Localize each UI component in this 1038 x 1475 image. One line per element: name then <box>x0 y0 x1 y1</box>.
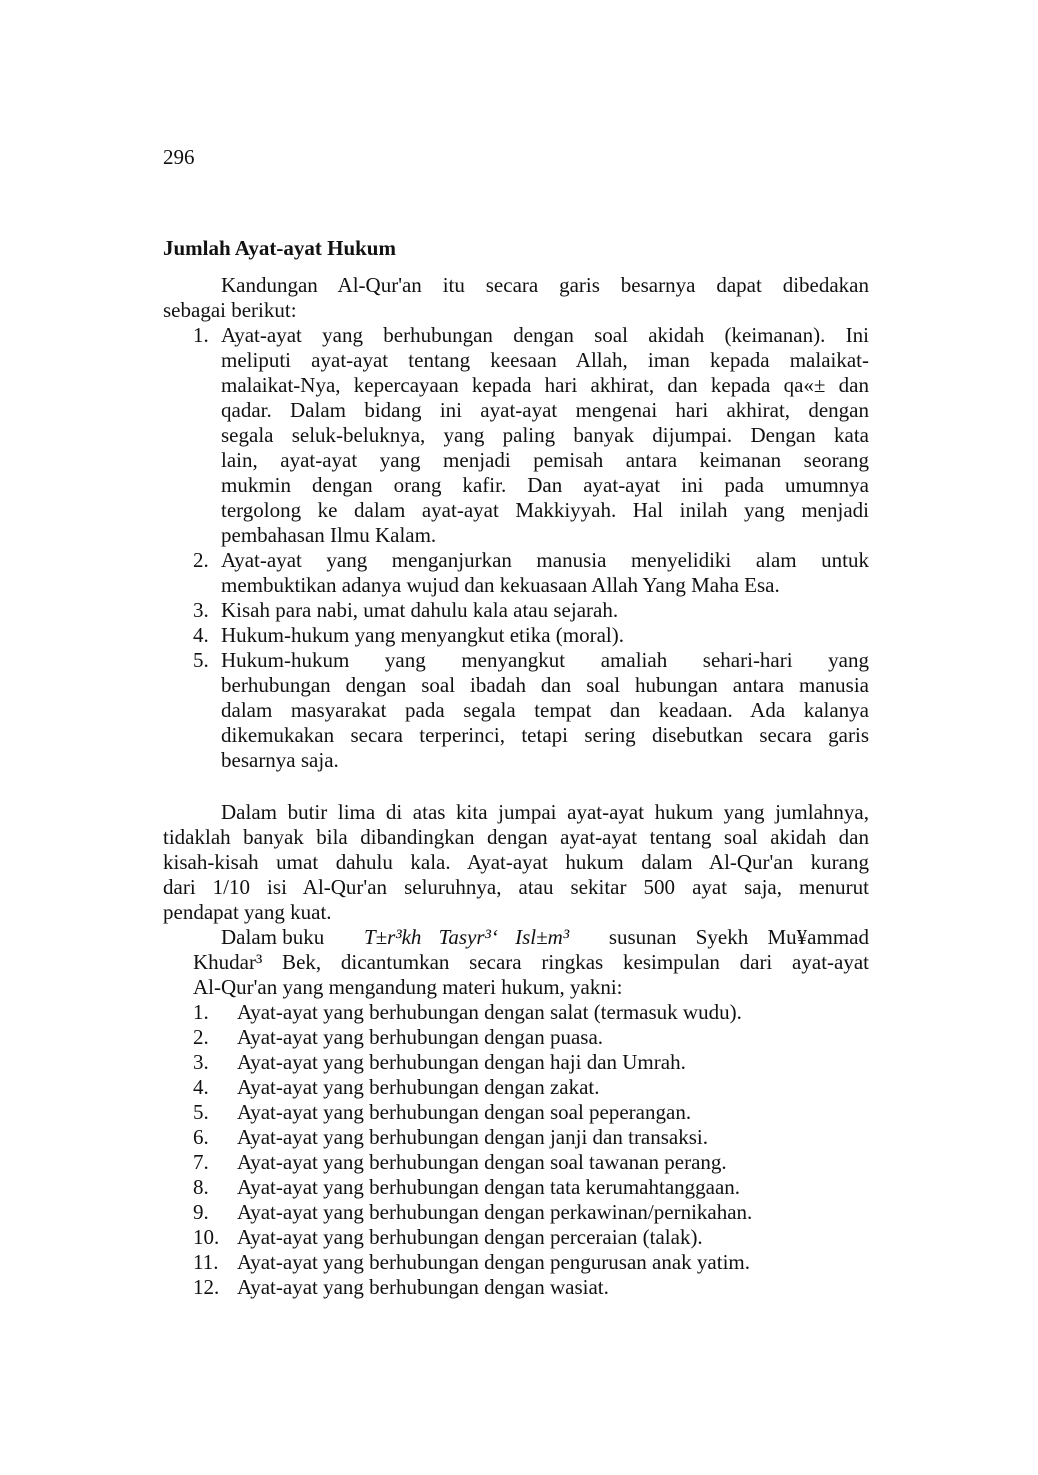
list-number: 4. <box>193 623 209 647</box>
text-line: segala seluk-beluknya, yang paling banyak dijumpai. Dengan kata <box>221 423 869 447</box>
text-line: Kisah para nabi, umat dahulu kala atau sejarah. <box>221 598 619 622</box>
list-text: Ayat-ayat yang berhubungan dengan haji dan Umrah. <box>237 1050 686 1074</box>
text-line: Ayat-ayat yang berhubungan dengan soal akidah (keimanan). Ini <box>221 323 869 347</box>
text-line: Kandungan Al-Qur'an itu secara garis besarnya dapat dibedakan <box>221 273 869 297</box>
list-item <box>193 598 869 623</box>
list-number: 9. <box>193 1200 209 1224</box>
list-text: Ayat-ayat yang berhubungan dengan pengurusan anak yatim. <box>237 1250 750 1274</box>
paragraph-book-reference <box>193 925 869 1000</box>
list-number: 1. <box>193 1000 209 1024</box>
list-item <box>193 323 869 548</box>
text-line: tidaklah banyak bila dibandingkan dengan ayat-ayat tentang soal akidah dan <box>163 825 869 849</box>
text-segment: susunan Syekh Mu¥ammad <box>608 925 869 949</box>
text-line: qadar. Dalam bidang ini ayat-ayat mengenai hari akhirat, dengan <box>221 398 869 422</box>
book-title: T±r³kh Tasyr³‘ Isl±m³ <box>363 925 570 949</box>
list-number: 1. <box>193 323 209 347</box>
text-line: besarnya saja. <box>221 748 339 772</box>
text-line: malaikat-Nya, kepercayaan kepada hari akhirat, dan kepada qa«± dan <box>221 373 869 397</box>
text-line: dikemukakan secara terperinci, tetapi sering disebutkan secara garis <box>221 723 869 747</box>
list-text: Ayat-ayat yang berhubungan dengan salat (termasuk wudu). <box>237 1000 742 1024</box>
list-item <box>193 1050 869 1075</box>
list-item <box>193 1025 869 1050</box>
list-item <box>193 1175 869 1200</box>
text-line: Ayat-ayat yang menganjurkan manusia menyelidiki alam untuk <box>221 548 869 572</box>
list-item <box>193 1125 869 1150</box>
text-line: mukmin dengan orang kafir. Dan ayat-ayat ini pada umumnya <box>221 473 869 497</box>
text-line: tergolong ke dalam ayat-ayat Makkiyyah. Hal inilah yang menjadi <box>221 498 869 522</box>
list-number: 11. <box>193 1250 219 1274</box>
list-item <box>193 1150 869 1175</box>
list-number: 3. <box>193 1050 209 1074</box>
list-text: Ayat-ayat yang berhubungan dengan janji dan transaksi. <box>237 1125 709 1149</box>
list-number: 10. <box>193 1225 220 1249</box>
list-number: 3. <box>193 598 209 622</box>
text-line: dari 1/10 isi Al-Qur'an seluruhnya, atau sekitar 500 ayat saja, menurut <box>163 875 869 899</box>
text-line: kisah-kisah umat dahulu kala. Ayat-ayat hukum dalam Al-Qur'an kurang <box>163 850 869 874</box>
list-text: Ayat-ayat yang berhubungan dengan perkawinan/pernikahan. <box>237 1200 753 1224</box>
list-text: Ayat-ayat yang berhubungan dengan zakat. <box>237 1075 600 1099</box>
text-line: lain, ayat-ayat yang menjadi pemisah antara keimanan seorang <box>221 448 869 472</box>
list-item <box>193 623 869 648</box>
text-line: pembahasan Ilmu Kalam. <box>221 523 437 547</box>
text-line: Hukum-hukum yang menyangkut etika (moral). <box>221 623 624 647</box>
list-number: 6. <box>193 1125 209 1149</box>
list-item <box>193 1000 869 1025</box>
list-item <box>193 648 869 773</box>
text-line: Khudar³ Bek, dicantumkan secara ringkas kesimpulan dari ayat-ayat <box>193 950 869 974</box>
list-item <box>193 1075 869 1100</box>
section-heading: Jumlah Ayat-ayat Hukum <box>163 236 396 260</box>
list-item <box>193 1200 869 1225</box>
list-item <box>193 1100 869 1125</box>
text-line: Al-Qur'an yang mengandung materi hukum, yakni: <box>193 975 623 999</box>
list-number: 2. <box>193 548 209 572</box>
text-line <box>221 925 869 950</box>
list-text: Ayat-ayat yang berhubungan dengan puasa. <box>237 1025 604 1049</box>
list-number: 4. <box>193 1075 209 1099</box>
page-number: 296 <box>163 145 195 169</box>
text-line: sebagai berikut: <box>163 298 297 322</box>
intro-paragraph <box>163 273 869 323</box>
text-line: pendapat yang kuat. <box>163 900 332 924</box>
list-text: Ayat-ayat yang berhubungan dengan soal tawanan perang. <box>237 1150 727 1174</box>
list-number: 12. <box>193 1275 220 1299</box>
text-line: membuktikan adanya wujud dan kekuasaan Allah Yang Maha Esa. <box>221 573 780 597</box>
list-number: 5. <box>193 1100 209 1124</box>
text-segment: Dalam buku <box>221 925 325 949</box>
text-line: Dalam butir lima di atas kita jumpai ayat-ayat hukum yang jumlahnya, <box>221 800 869 824</box>
list-number: 5. <box>193 648 209 672</box>
list-text: Ayat-ayat yang berhubungan dengan perceraian (talak). <box>237 1225 703 1249</box>
paragraph-hukum-count <box>163 800 869 925</box>
content-types-list <box>193 323 869 773</box>
list-item <box>193 548 869 598</box>
list-number: 2. <box>193 1025 209 1049</box>
list-number: 8. <box>193 1175 209 1199</box>
text-line: berhubungan dengan soal ibadah dan soal hubungan antara manusia <box>221 673 869 697</box>
list-item <box>193 1250 869 1275</box>
list-item <box>193 1225 869 1250</box>
text-line: meliputi ayat-ayat tentang keesaan Allah, iman kepada malaikat- <box>221 348 869 372</box>
list-text: Ayat-ayat yang berhubungan dengan soal peperangan. <box>237 1100 692 1124</box>
text-line: dalam masyarakat pada segala tempat dan keadaan. Ada kalanya <box>221 698 869 722</box>
list-text: Ayat-ayat yang berhubungan dengan tata kerumahtanggaan. <box>237 1175 741 1199</box>
list-text: Ayat-ayat yang berhubungan dengan wasiat. <box>237 1275 609 1299</box>
text-line: Hukum-hukum yang menyangkut amaliah sehari-hari yang <box>221 648 869 672</box>
hukum-topics-list <box>193 1000 869 1300</box>
list-number: 7. <box>193 1150 209 1174</box>
list-item <box>193 1275 869 1300</box>
